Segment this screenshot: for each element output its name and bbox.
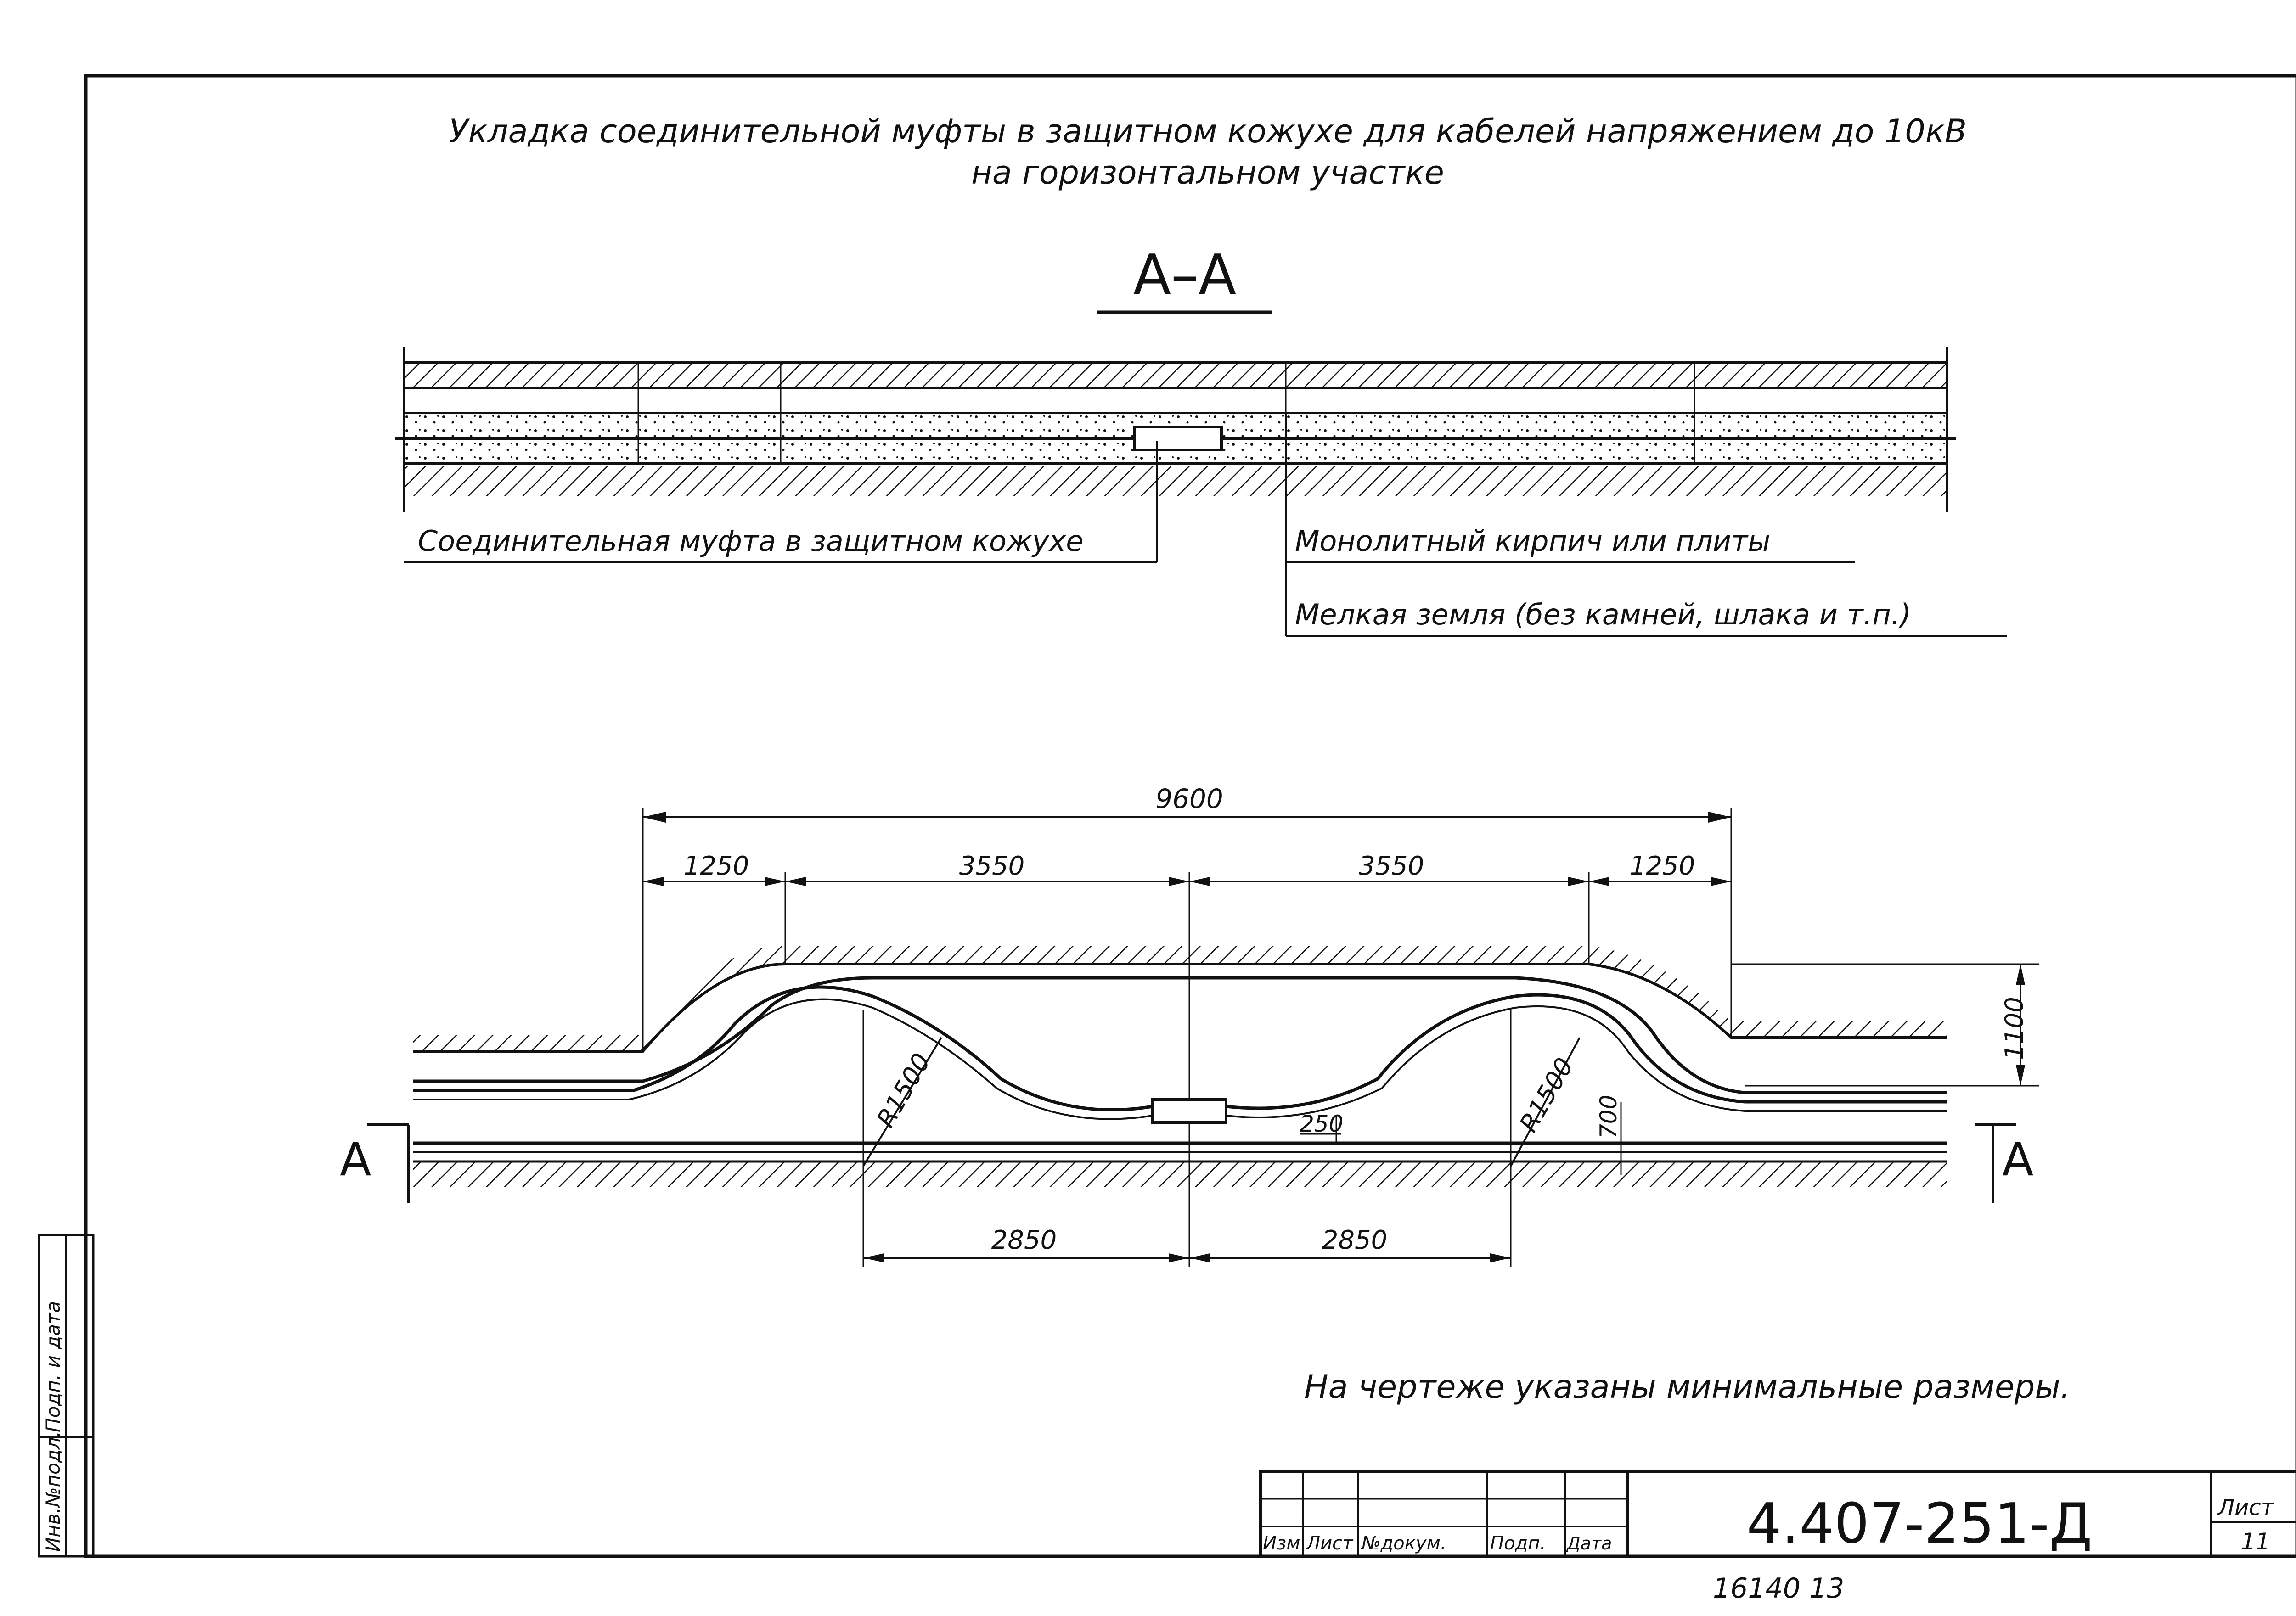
title-line-2: на горизонтальном участке <box>971 154 1444 191</box>
side-stamp-sign: Подп. и дата <box>42 1301 64 1432</box>
stamp-below-note: 16140 13 <box>1713 1572 1845 1605</box>
brick-layer <box>404 388 1947 413</box>
dim-height: 1100 <box>2000 997 2029 1060</box>
soil-leader-label: Мелкая земля (без камней, шлака и т.п.) <box>1295 598 1911 631</box>
dim-left-end: 1250 <box>683 851 749 881</box>
cut-mark-left: А <box>340 1133 371 1186</box>
title-block <box>1261 1471 2296 1605</box>
soil-hatch-lower <box>413 1162 1947 1187</box>
stamp-col-sign: Подп. <box>1490 1533 1546 1554</box>
dim-bottom-right: 2850 <box>1322 1225 1388 1255</box>
cut-mark-right: А <box>2002 1133 2034 1186</box>
brick-leader-label: Монолитный кирпич или плиты <box>1295 524 1771 558</box>
section-label: А–А <box>1133 243 1237 307</box>
dim-gap: 250 <box>1300 1111 1344 1137</box>
soil-hatch-bottom <box>404 466 1947 496</box>
stamp-col-date: Дата <box>1567 1533 1612 1554</box>
stamp-col-izm: Изм <box>1263 1533 1300 1554</box>
dim-right-end: 1250 <box>1629 851 1695 881</box>
dim-left-mid: 3550 <box>959 851 1025 881</box>
stamp-sheet-label: Лист <box>2218 1495 2274 1521</box>
dim-total: 9600 <box>1155 783 1223 814</box>
plan-view <box>340 783 2039 1267</box>
coupling-in-casing <box>1134 427 1221 450</box>
stamp-col-doc: №докум. <box>1362 1533 1446 1554</box>
title-line-1: Укладка соединительной муфты в защитном кожухе для кабелей напряжением до 10кВ <box>448 112 1967 150</box>
dim-offset: 700 <box>1595 1094 1622 1139</box>
dim-right-mid: 3550 <box>1358 851 1424 881</box>
dim-radius-right: R1500 <box>1514 1053 1579 1137</box>
soil-hatch-top <box>404 363 1947 388</box>
section-view <box>395 347 2007 636</box>
dim-radius-left: R1500 <box>871 1048 936 1133</box>
side-stamp-inv: Инв.№подл. <box>42 1431 64 1552</box>
coupling-plan <box>1153 1100 1226 1122</box>
coupling-leader-label: Соединительная муфта в защитном кожухе <box>418 524 1084 558</box>
stamp-doc-number: 4.407-251-Д <box>1746 1492 2093 1556</box>
drawing-note: На чертеже указаны минимальные размеры. <box>1304 1368 2071 1406</box>
stamp-col-list: Лист <box>1306 1533 1353 1554</box>
dim-bottom-left: 2850 <box>991 1225 1057 1255</box>
stamp-sheet-value: 11 <box>2241 1528 2270 1555</box>
